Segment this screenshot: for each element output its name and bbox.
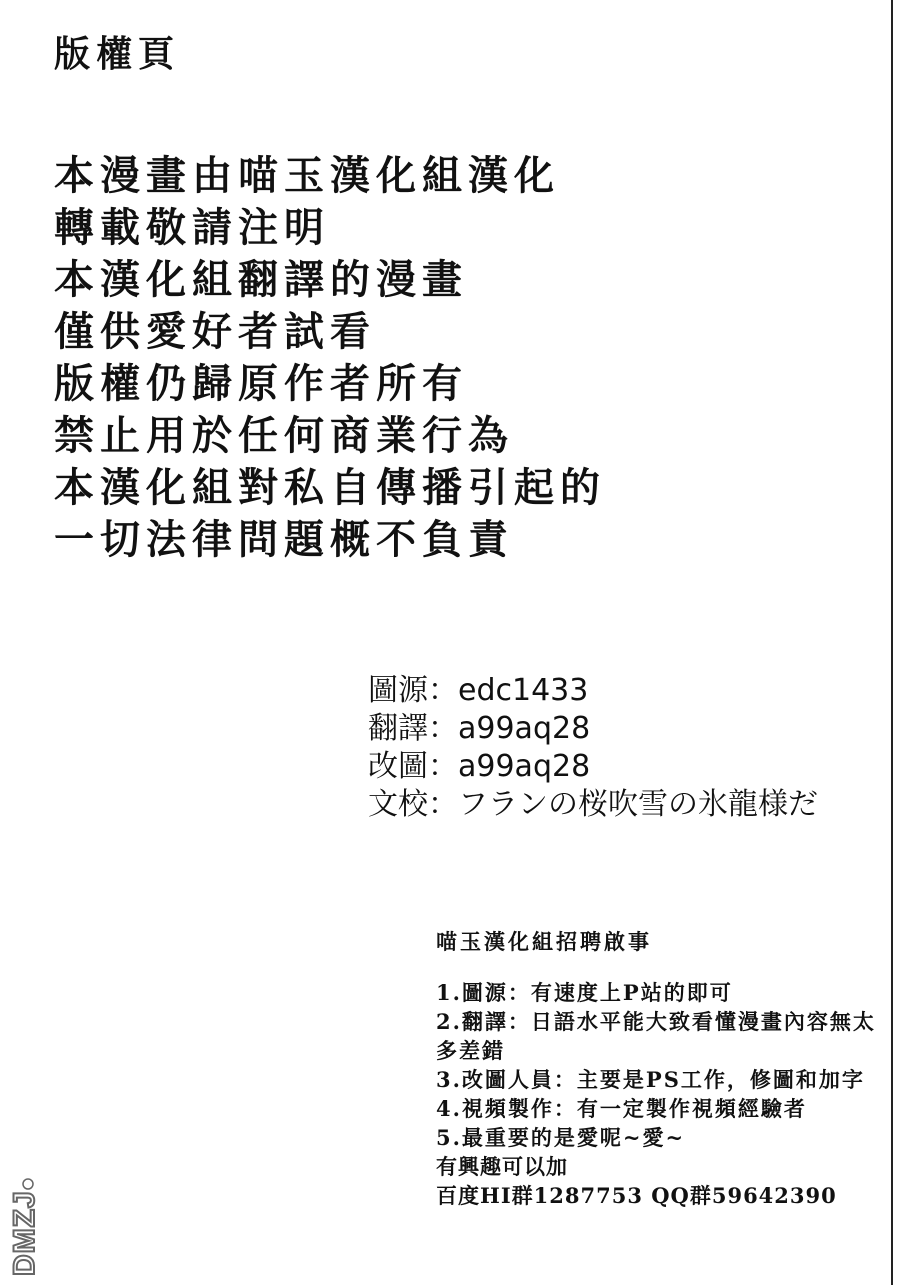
credit-source: 圖源：edc1433	[368, 673, 589, 708]
recruitment-item: 2.翻譯：日語水平能大致看懂漫畫內容無太多差錯	[436, 1009, 876, 1063]
recruitment-list	[436, 978, 882, 1152]
recruitment-item: 1.圖源：有速度上P站的即可	[436, 980, 733, 1005]
notice-line: 版權仍歸原作者所有	[54, 360, 468, 407]
svg-text:DMZJ: DMZJ	[8, 1190, 40, 1276]
credit-translation: 翻譯：a99aq28	[368, 711, 591, 746]
notice-line: 本漢化組對私自傳播引起的	[54, 464, 606, 511]
notice-line: 本漢化組翻譯的漫畫	[54, 256, 468, 303]
recruitment-heading: 喵玉漢化組招聘啟事	[436, 929, 652, 954]
notice-line: 本漫畫由喵玉漢化組漢化	[54, 152, 560, 199]
dmzj-logo-mark	[6, 1172, 40, 1278]
notice-line: 轉載敬請注明	[54, 204, 330, 251]
page-title: 版權頁	[54, 33, 181, 75]
recruitment-item: 5.最重要的是愛呢~愛~	[436, 1125, 686, 1150]
recruitment-item: 3.改圖人員：主要是PS工作，修圖和加字	[436, 1067, 865, 1092]
recruitment-item: 4.視頻製作：有一定製作視頻經驗者	[436, 1096, 807, 1121]
page-edge-rule	[891, 0, 893, 1285]
credit-proofread: 文校：フランの桜吹雪の氷龍様だ	[368, 787, 818, 822]
credit-edit: 改圖：a99aq28	[368, 749, 591, 784]
recruitment-notice	[436, 928, 882, 1210]
staff-credits	[368, 672, 818, 824]
copyright-notice	[54, 150, 606, 566]
notice-line: 禁止用於任何商業行為	[54, 412, 514, 459]
notice-line: 僅供愛好者試看	[54, 308, 376, 355]
notice-line: 一切法律問題概不負責	[54, 516, 514, 563]
dmzj-logo	[6, 1172, 40, 1278]
group-numbers: 百度HI群1287753 QQ群59642390	[436, 1183, 837, 1208]
join-text: 有興趣可以加	[436, 1154, 568, 1179]
